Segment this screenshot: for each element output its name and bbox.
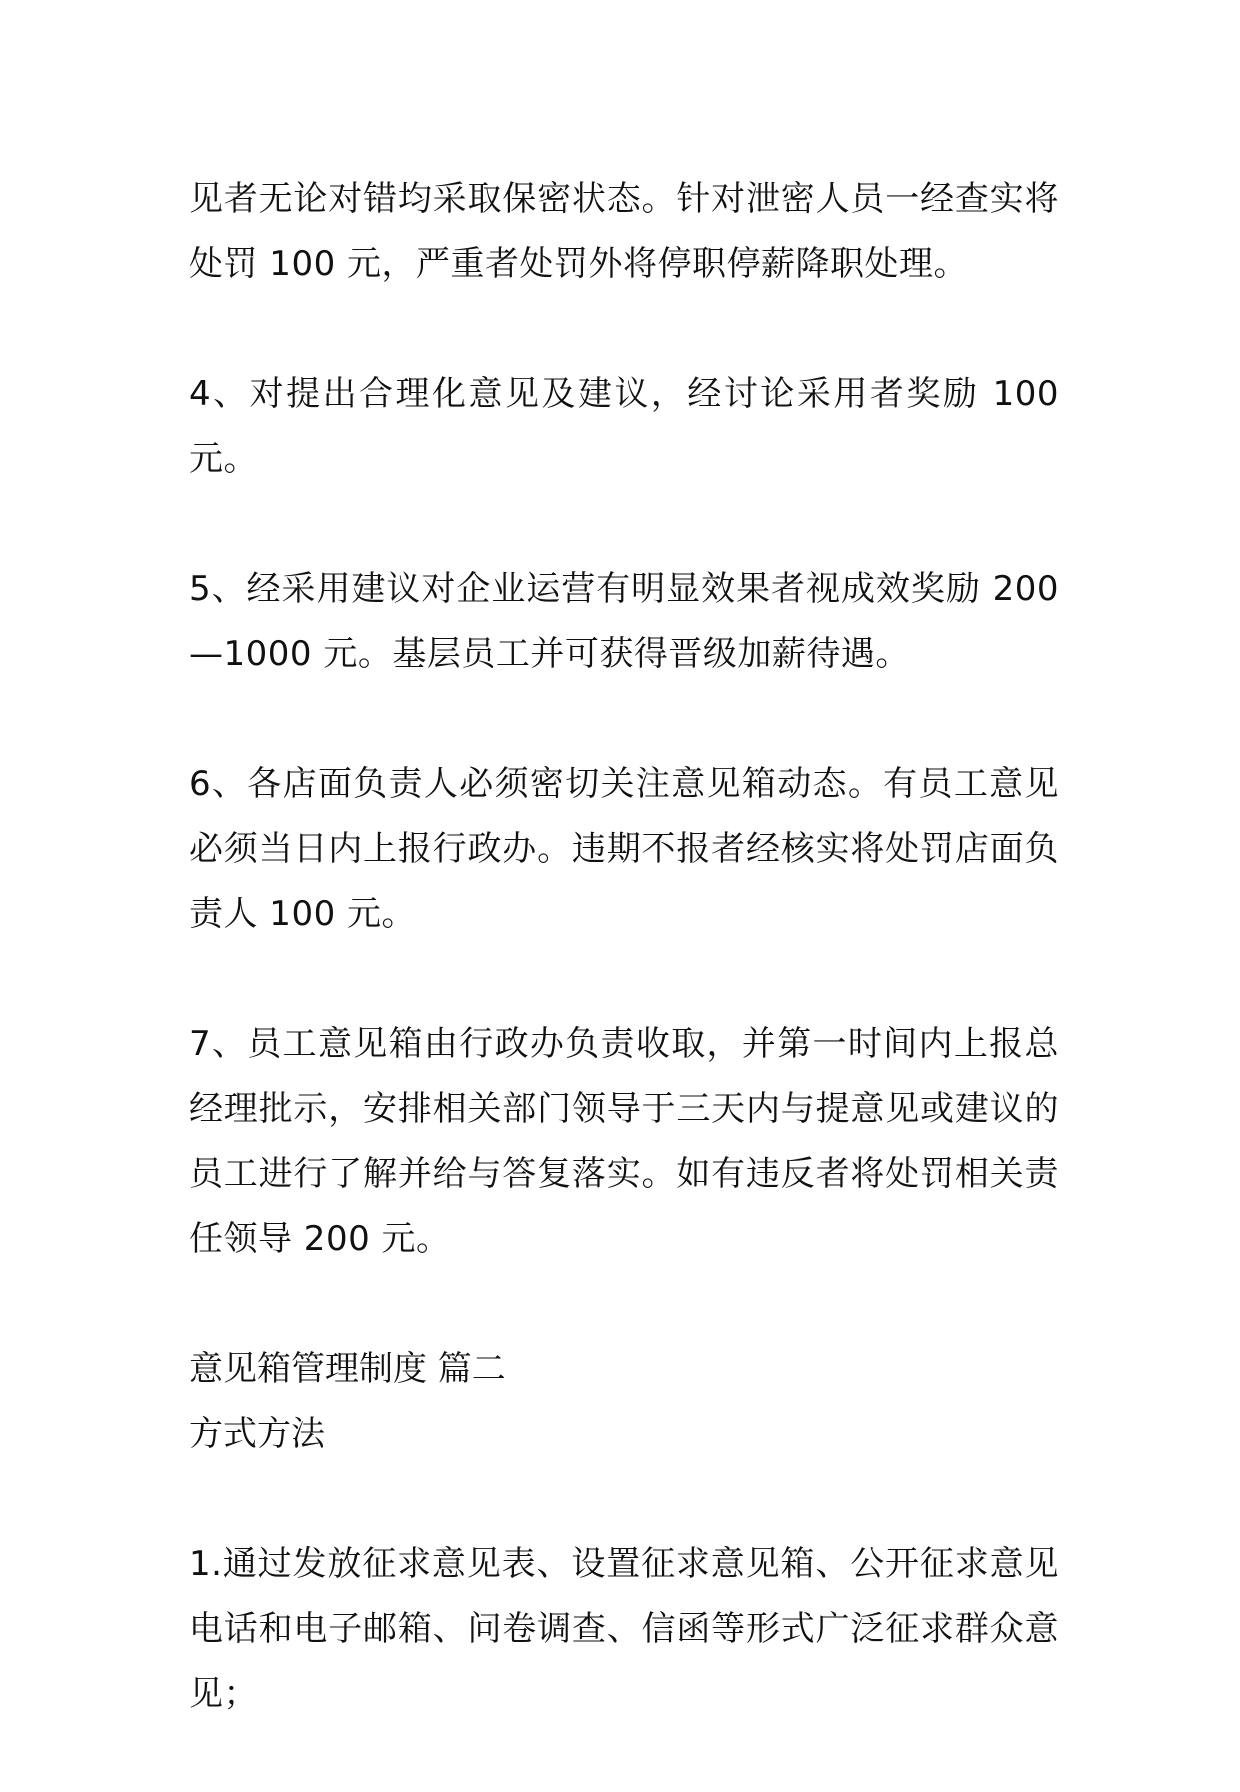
paragraph-item-7: 7、员工意见箱由行政办负责收取，并第一时间内上报总经理批示，安排相关部门领导于三天内与提意见或建议的员工进行了解并给与答复落实。如有违反者将处罚相关责任领导 200 元。	[189, 1024, 1059, 1259]
section-subtitle: 方式方法	[189, 1414, 325, 1454]
paragraph-item-5: 5、经采用建议对企业运营有明显效果者视成效奖励 200—1000 元。基层员工并可获得晋级加薪待遇。	[189, 569, 1059, 674]
paragraph-method-1: 1.通过发放征求意见表、设置征求意见箱、公开征求意见电话和电子邮箱、问卷调查、信函等形式广泛征求群众意见；	[189, 1544, 1059, 1714]
section-heading	[189, 1337, 1059, 1467]
paragraph-item-6: 6、各店面负责人必须密切关注意见箱动态。有员工意见必须当日内上报行政办。违期不报者经核实将处罚店面负责人 100 元。	[189, 764, 1059, 934]
section-title: 意见箱管理制度 篇二	[189, 1349, 506, 1389]
paragraph-item-4: 4、对提出合理化意见及建议，经讨论采用者奖励 100 元。	[189, 374, 1059, 479]
paragraph-confidentiality: 见者无论对错均采取保密状态。针对泄密人员一经查实将处罚 100 元，严重者处罚外将停职停薪降职处理。	[189, 179, 1059, 284]
document-body	[189, 167, 1059, 1792]
